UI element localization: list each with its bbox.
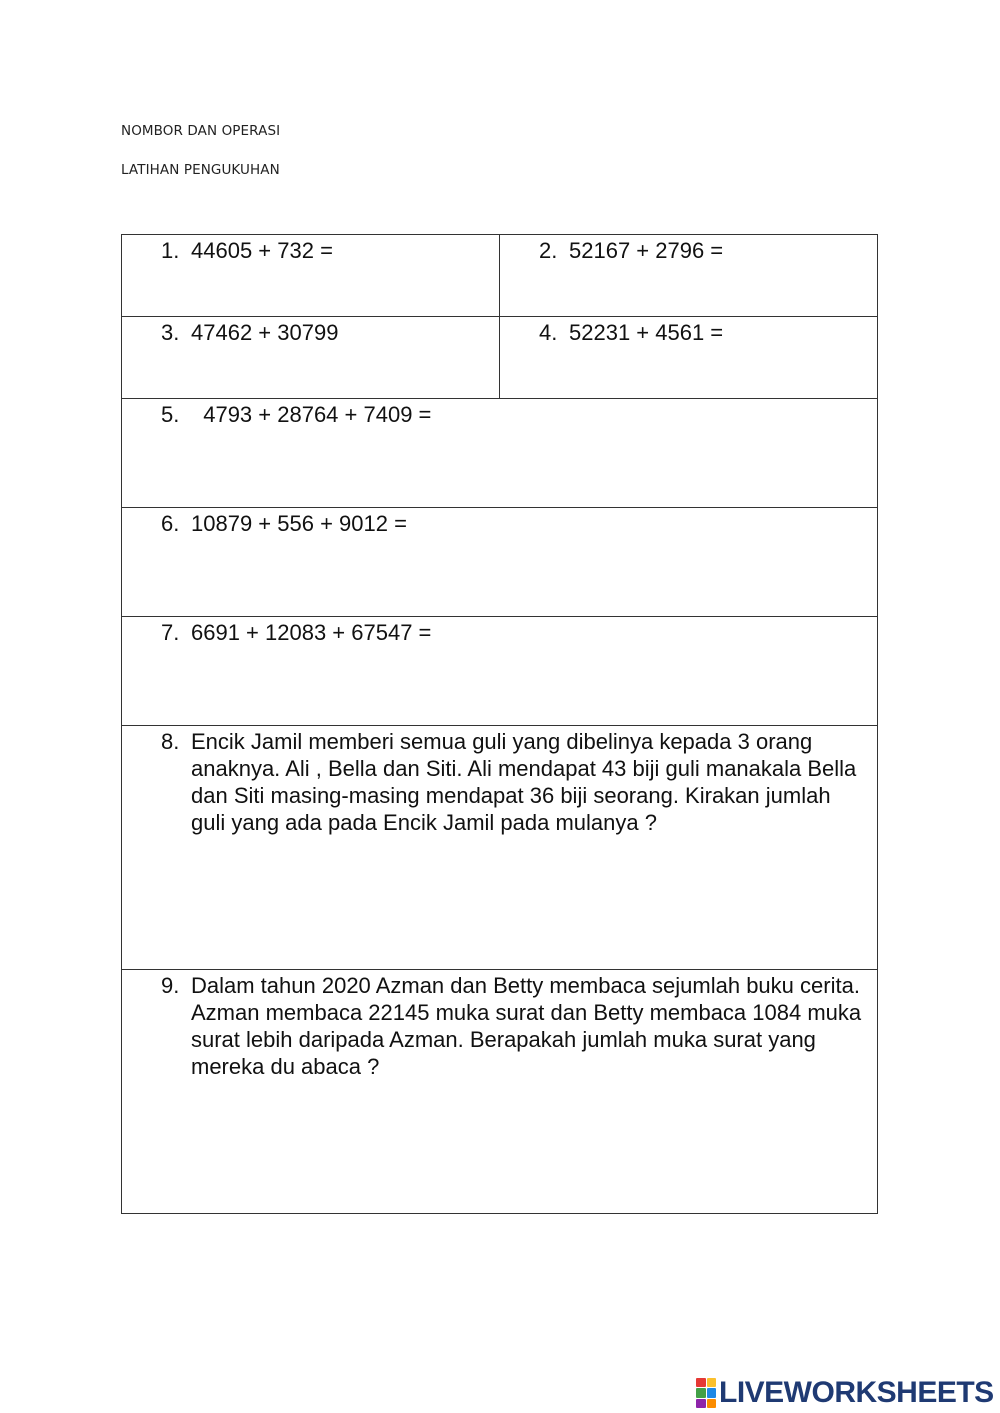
logo-blocks-icon <box>696 1378 716 1408</box>
table-row <box>122 508 877 617</box>
logo-block <box>696 1388 706 1397</box>
question-text: 4793 + 28764 + 7409 = <box>191 402 432 427</box>
question-text: Encik Jamil memberi semua guli yang dibelinya kepada 3 orang anaknya. Ali , Bella dan Siti. Ali mendapat 43 biji guli manakala Bella dan Siti masing-masing mendapat 36 biji seorang. Kirakan jumlah guli yang ada pada Encik Jamil pada mulanya ? <box>191 729 857 835</box>
question-table <box>121 234 878 1214</box>
table-row <box>122 970 877 1214</box>
question-number: 4. <box>539 320 558 345</box>
worksheet-subtitle: LATIHAN PENGUKUHAN <box>121 162 280 178</box>
question-cell-5[interactable] <box>122 399 877 507</box>
table-row <box>122 726 877 970</box>
question-number: 2. <box>539 238 558 263</box>
question-number: 7. <box>161 620 180 645</box>
question-text: 47462 + 30799 <box>191 320 339 345</box>
question-number: 9. <box>161 973 180 998</box>
question-cell-9[interactable] <box>122 970 877 1214</box>
table-row <box>122 317 877 399</box>
question-cell-2[interactable] <box>500 235 877 316</box>
worksheet-topic: NOMBOR DAN OPERASI <box>121 123 281 139</box>
table-row <box>122 235 877 317</box>
question-text: 6691 + 12083 + 67547 = <box>191 620 432 645</box>
question-text: 10879 + 556 + 9012 = <box>191 511 407 536</box>
table-row <box>122 399 877 508</box>
table-row <box>122 617 877 726</box>
question-number: 6. <box>161 511 180 536</box>
question-cell-7[interactable] <box>122 617 877 725</box>
logo-block <box>696 1399 706 1408</box>
logo-text: LIVEWORKSHEETS <box>719 1376 994 1409</box>
question-cell-3[interactable] <box>122 317 500 398</box>
question-text: 52231 + 4561 = <box>569 320 724 345</box>
logo-block <box>707 1399 717 1408</box>
question-cell-4[interactable] <box>500 317 877 398</box>
question-cell-1[interactable] <box>122 235 500 316</box>
question-number: 3. <box>161 320 180 345</box>
question-cell-6[interactable] <box>122 508 877 616</box>
question-number: 1. <box>161 238 180 263</box>
question-number: 8. <box>161 729 180 754</box>
question-number: 5. <box>161 402 180 427</box>
liveworksheets-logo[interactable] <box>696 1376 994 1410</box>
logo-block <box>707 1378 717 1387</box>
question-cell-8[interactable] <box>122 726 877 969</box>
logo-block <box>696 1378 706 1387</box>
question-text: Dalam tahun 2020 Azman dan Betty membaca sejumlah buku cerita. Azman membaca 22145 muka surat dan Betty membaca 1084 muka surat lebih daripada Azman. Berapakah jumlah muka surat yang mereka du abaca ? <box>191 973 862 1079</box>
question-text: 44605 + 732 = <box>191 238 333 263</box>
question-text: 52167 + 2796 = <box>569 238 724 263</box>
logo-block <box>707 1388 717 1397</box>
